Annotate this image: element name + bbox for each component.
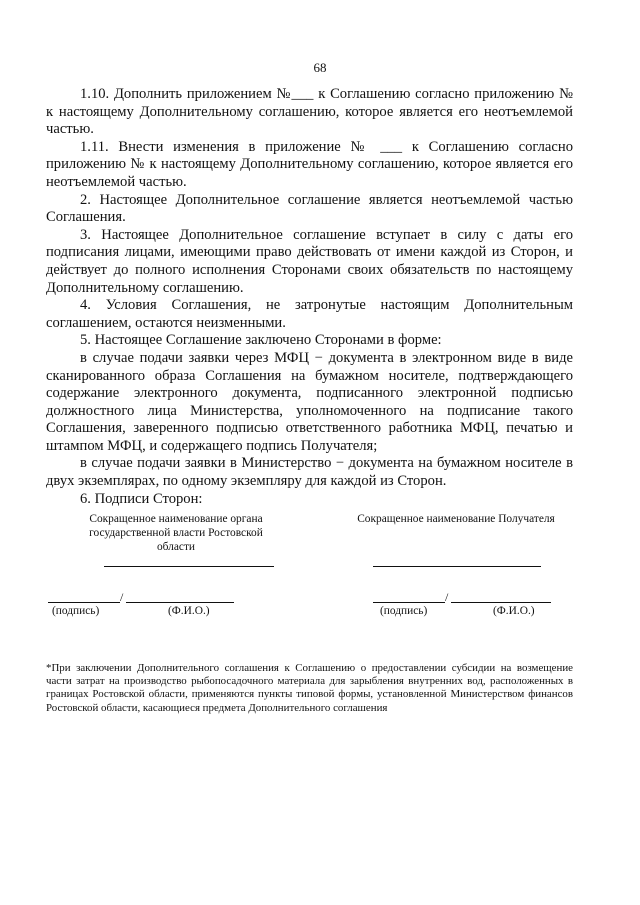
page-number: 68 [313,60,327,75]
left-fio-line [126,602,234,603]
right-signature-slash: / [445,590,449,604]
right-party-name-line [373,566,541,567]
paragraph-5-ministry: в случае подачи заявки в Министерство − документа на бумажном носителе в двух экземплярах, по одному экземпляру для каждой из Сторон. [46,455,573,490]
left-signature-caption: (подпись) [52,605,100,617]
left-signature-line [48,602,120,603]
right-signature-caption: (подпись) [380,605,428,617]
document-body [46,86,573,508]
left-signature-slash: / [120,590,124,604]
paragraph-5: 5. Настоящее Соглашение заключено Сторонами в форме: [80,332,442,349]
paragraph-1-10: 1.10. Дополнить приложением №___ к Соглашению согласно приложению № к настоящему Дополнительному соглашению, которое является его неотъемлемой частью. [46,86,573,138]
left-fio-caption: (Ф.И.О.) [168,605,210,617]
right-fio-line [451,602,551,603]
paragraph-6: 6. Подписи Сторон: [80,490,203,507]
paragraph-3: 3. Настоящее Дополнительное соглашение вступает в силу с даты его подписания лицами, имеющими право действовать от имени каждой из Сторон, и действует до полного исполнения Сторонами своих обязательств по настоящему Дополнительному соглашению. [46,226,573,296]
right-party-title: Сокращенное наименование Получателя [357,513,555,525]
paragraph-4: 4. Условия Соглашения, не затронутые настоящим Дополнительным соглашением, остаются неизменными. [46,297,573,331]
footnote: *При заключении Дополнительного соглашения к Соглашению о предоставлении субсидии на возмещение части затрат на производство рыбопосадочного материала для зарыбления внутренних вод, расположенных в границах Ростовской области, применяются пункты типовой формы, установленной Министерством финансов Ростовской области, касающиеся предмета Дополнительного соглашения [46,662,573,714]
paragraph-5-mfc: в случае подачи заявки через МФЦ − документа в электронном виде в виде сканированного образа Соглашения на бумажном носителе, подтверждающего содержание электронного документа, подписанного электронной подписью должностного лица Министерства, уполномоченного на подписание такого Соглашения, заверенного подписью ответственного работника МФЦ, печатью и штампом МФЦ, и содержащего подпись Получателя; [46,349,573,454]
signatures-section [46,512,573,632]
paragraph-1-11: 1.11. Внести изменения в приложение № ___ к Соглашению согласно приложению № к настоящему Дополнительному соглашению, которое является его неотъемлемой частью. [46,138,573,190]
left-party-title: Сокращенное наименование органа государственной власти Ростовской области [89,513,263,553]
left-party-name-line [104,566,274,567]
right-signature-line [373,602,445,603]
paragraph-2: 2. Настоящее Дополнительное соглашение является неотъемлемой частью Соглашения. [46,191,573,226]
right-fio-caption: (Ф.И.О.) [493,605,535,617]
